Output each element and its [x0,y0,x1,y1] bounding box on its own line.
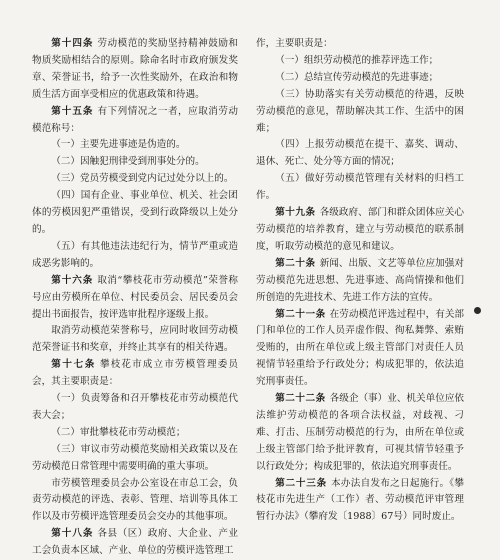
list-item [32,188,238,239]
article-paragraph [256,256,464,307]
paragraph-text: 市劳模管理委员会办公室设在市总工会，负责劳动模范的评选、表彰、管理、培训等具体工作以及市劳模评选管理委员会交办的其他事项。 [32,477,238,523]
paragraph-text: （一）负责筹备和召开攀枝花市劳动模范代表大会； [32,393,238,421]
paragraph-text: （二）审批攀枝花市劳动模范； [51,426,186,438]
list-item [32,442,238,476]
article-number: 第二十三条 [275,477,327,489]
paragraph-text: （四）上报劳动模范在提干、嘉奖、调动、退休、死亡、处分等方面的情况； [256,139,464,168]
paragraph-text: 各县（区）政府、大企业、产业工会负责本区域、产业、单位的劳模评选管理工 [32,528,239,557]
list-item [32,425,238,442]
paragraph-text: （三）党员劳模受到党内记过处分以上的。 [51,173,234,185]
paragraph-text: （一）主要先进事迹是伪造的。 [51,139,186,151]
article-paragraph [256,391,464,476]
list-item [256,171,464,205]
article-number: 第十八条 [51,528,94,540]
paragraph [256,36,464,53]
binding-hole-mark [474,307,481,314]
paragraph-text: 劳动模范的奖励坚持精神鼓励和物质奖励相结合的原则。除命名时市政府颁发奖章、荣誉证书，给予一次性奖励外，在政治和物质生活方面享受相应的优惠政策和待遇。 [32,38,239,100]
paragraph [32,323,238,357]
article-paragraph [32,526,238,560]
article-number: 第二十一条 [275,308,326,320]
paragraph-text: （五）有其他违法违纪行为，情节严重或造成恶劣影响的。 [32,240,238,269]
article-number: 第十九条 [275,207,316,219]
paragraph-text: 取消劳动模范荣誉称号，应同时收回劳动模范荣誉证书和奖章，并终止其享有的相关待遇。 [32,325,238,354]
paragraph-text: 各级政府、部门和群众团体应关心劳动模范的培养教育，建立与劳动模范的联系制度，听取劳动模范的意见和建议。 [256,207,465,252]
article-number: 第二十二条 [275,393,326,405]
paragraph-text: 有下列情况之一者，应取消劳动模范称号： [32,105,239,134]
paragraph-text: 在劳动模范评选过程中，有关部门和单位的工作人员弄虚作假、徇私舞弊、索贿受贿的，由所在单位或上级主管部门对责任人员视情节轻重给予行政处分；构成犯罪的，依法追究刑事责任。 [256,308,465,388]
right-column [256,36,464,526]
article-paragraph [32,36,238,104]
paragraph-text: （三）审议市劳动模范奖励相关政策以及在劳动模范日常管理中需要明确的重大事项。 [32,443,238,472]
list-item [32,171,238,188]
paragraph-text: 新闻、出版、文艺等单位应加强对劳动模范先进思想、先进事迹、高尚情操和他们所创造的先进技术、先进工作方法的宣传。 [256,257,465,303]
article-number: 第十四条 [51,38,94,49]
paragraph-text: 攀枝花市成立市劳模管理委员会，其主要职责是： [32,359,239,388]
paragraph-text: 本办法自发布之日起施行。《攀枝花市先进生产（工作）者、劳动模范评审管理暂行办法》（攀府发〔1988〕67号）同时废止。 [256,477,464,523]
article-paragraph [32,357,238,391]
paragraph-text: 作，主要职责是： [256,38,333,49]
list-item [256,137,464,171]
paragraph-text: （二）总结宣传劳动模范的先进事迹； [275,71,439,83]
paragraph-text: 取消“攀枝花市劳动模范”荣誉称号应由劳模所在单位、村民委员会、居民委员会提出书面报告，按评选审批程序逐级上报。 [32,274,239,320]
article-number: 第十七条 [51,359,96,371]
article-paragraph [256,476,464,527]
paragraph-text: （四）国有企业、事业单位、机关、社会团体的劳模因犯严重错误，受到行政降级以上处分的。 [32,190,238,235]
list-item [32,239,238,273]
paragraph-text: （五）做好劳动模范管理有关材料的归档工作。 [256,173,464,202]
paragraph [32,476,238,527]
paragraph-text: 各级企（事）业、机关单位应依法维护劳动模范的各项合法权益，对歧视、刁难、打击、压制劳动模范的行为，由所在单位或上级主管部门给予批评教育，可视其情节轻重予以行政处分；构成犯罪的，依法追究刑事责任。 [256,393,465,472]
article-number: 第十六条 [51,274,94,286]
list-item [256,87,464,138]
article-paragraph [256,205,464,256]
list-item [256,53,464,70]
list-item [32,154,238,171]
article-paragraph [32,273,238,324]
article-paragraph [256,307,464,392]
paragraph-text: （三）协助落实有关劳动模范的待遇，反映劳动模范的意见，帮助解决其工作、生活中的困难； [256,88,464,134]
paragraph-text: （一）组织劳动模范的推荐评选工作； [275,54,439,66]
list-item [32,391,238,425]
article-paragraph [32,104,238,138]
left-column [32,36,238,560]
article-number: 第十五条 [51,105,94,117]
paragraph-text: （二）因触犯刑律受到刑事处分的。 [51,156,205,168]
list-item [256,70,464,87]
list-item [32,137,238,154]
article-number: 第二十条 [275,257,316,269]
